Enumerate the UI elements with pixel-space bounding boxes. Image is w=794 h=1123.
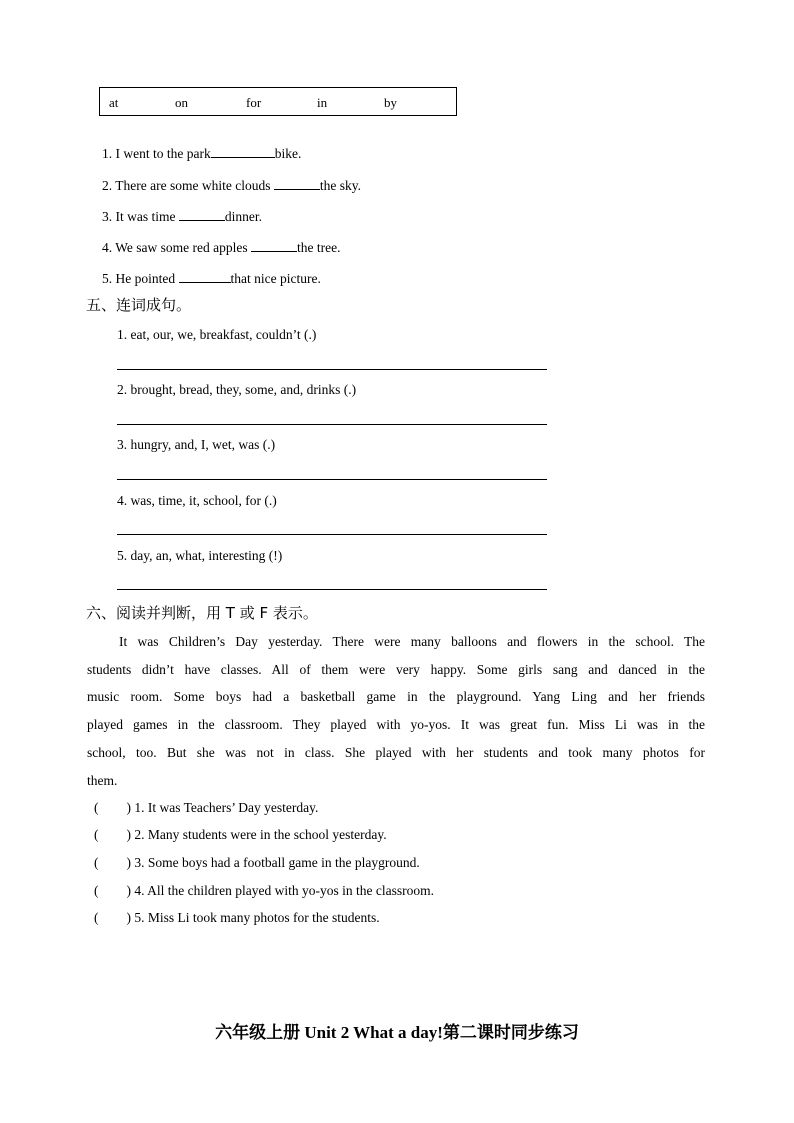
document-footer-title: 六年级上册 Unit 2 What a day!第二课时同步练习 [215,1023,579,1042]
fill-blank-item: 5. He pointed that nice picture. [102,271,321,286]
fill-blank-item: 3. It was time dinner. [102,209,262,224]
answer-blank[interactable] [251,251,297,252]
answer-line[interactable] [117,479,547,480]
word-option: by [384,95,397,110]
passage-line: school, too. But she was not in class. She played with her students and took many photos for [87,744,705,760]
judgement-item: ( ) 4. All the children played with yo-yos in the classroom. [94,883,434,898]
word-option: in [317,95,328,110]
passage-line: music room. Some boys had a basketball game in the playground. Yang Ling and her friends [87,689,705,705]
passage-line: It was Children’s Day yesterday. There were many balloons and flowers in the school. The [119,634,705,649]
passage-line: them. [87,772,118,788]
answer-blank[interactable] [179,282,231,283]
word-order-item: 5. day, an, what, interesting (!) [117,548,283,563]
answer-blank[interactable] [274,189,320,190]
word-box [99,87,457,116]
judgement-item: ( ) 2. Many students were in the school yesterday. [94,827,387,842]
reading-passage [87,628,705,794]
answer-blank[interactable] [179,220,225,221]
section-6-title: 六、阅读并判断，用 T 或 F 表示。 [86,604,318,622]
judgement-item: ( ) 3. Some boys had a football game in the playground. [94,855,420,870]
answer-line[interactable] [117,589,547,590]
passage-line: played games in the classroom. They played with yo-yos. It was great fun. Miss Li was in the [87,717,705,733]
section-5-title: 五、连词成句。 [86,296,192,314]
answer-line[interactable] [117,424,547,425]
passage-line: students didn’t have classes. All of them were very happy. Some girls sang and danced in the [87,661,705,677]
judgement-item: ( ) 1. It was Teachers’ Day yesterday. [94,800,319,815]
word-option: at [109,95,119,110]
word-order-item: 2. brought, bread, they, some, and, drinks (.) [117,382,357,397]
answer-line[interactable] [117,369,547,370]
answer-blank[interactable] [211,157,275,158]
word-option: for [246,95,262,110]
word-option: on [175,95,188,110]
word-order-item: 4. was, time, it, school, for (.) [117,493,277,508]
answer-line[interactable] [117,534,547,535]
word-order-item: 3. hungry, and, I, wet, was (.) [117,437,276,452]
word-order-item: 1. eat, our, we, breakfast, couldn’t (.) [117,327,317,342]
fill-blank-item: 1. I went to the park bike. [102,146,302,161]
fill-blank-item: 4. We saw some red apples the tree. [102,240,341,255]
judgement-item: ( ) 5. Miss Li took many photos for the students. [94,910,380,925]
fill-blank-item: 2. There are some white clouds the sky. [102,178,361,193]
